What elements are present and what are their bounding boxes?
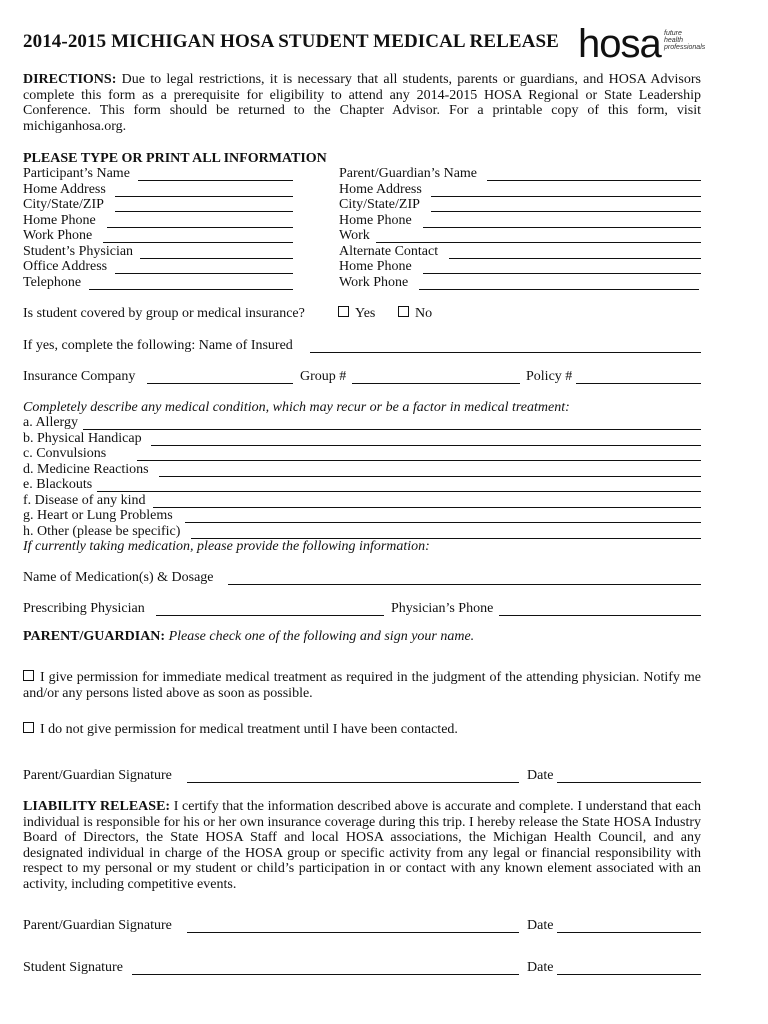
guardian-home-address-field[interactable] (431, 182, 701, 197)
field-label: Office Address (23, 259, 108, 274)
city-state-zip-field[interactable] (115, 197, 293, 212)
field-label: Home Phone (23, 212, 96, 228)
field-label: Home Address (23, 181, 106, 197)
medication-intro: If currently taking medication, please provide the following information: (23, 539, 430, 554)
alternate-contact-field[interactable] (449, 244, 701, 259)
final-parent-signature-label: Parent/Guardian Signature (23, 918, 172, 933)
condition-label: h. Other (please be specific) (23, 523, 181, 539)
form-title: 2014-2015 MICHIGAN HOSA STUDENT MEDICAL RELEASE (23, 31, 559, 52)
field-label: Work Phone (339, 274, 409, 290)
participant-name-field[interactable] (138, 166, 293, 181)
prescribing-physician-field[interactable] (156, 601, 384, 616)
insurance-yes-option[interactable]: Yes (338, 306, 375, 322)
policy-number-field[interactable] (576, 369, 701, 384)
field-label: Alternate Contact (339, 243, 439, 259)
parent-date-field[interactable] (557, 768, 701, 783)
condition-label: c. Convulsions (23, 446, 107, 461)
other-condition-field[interactable] (191, 524, 701, 539)
yes-checkbox[interactable] (338, 306, 349, 317)
field-label: Home Address (339, 181, 422, 197)
permission-option-2[interactable]: I do not give permission for medical treatment until I have been contacted. (23, 722, 458, 738)
directions-label: DIRECTIONS: (23, 72, 117, 87)
guardian-name-field[interactable] (487, 166, 701, 181)
physician-phone-label: Physician’s Phone (391, 601, 494, 616)
directions-text: Due to legal restrictions, it is necessary that all students, parents or guardians, and HOSA Advisors complete this form as a prerequisite for eligibility to attend any 2014-2015 HOSA Regional or State Leadership Conference. This form should be returned to the Chapter Advisor. For a printable copy of this form, visit michiganhosa.org. (23, 72, 701, 134)
student-physician-field[interactable] (140, 244, 293, 259)
insured-name-field[interactable] (310, 338, 701, 353)
parent-signature-label: Parent/Guardian Signature (23, 768, 172, 783)
date-label: Date (527, 918, 554, 933)
telephone-field[interactable] (89, 275, 293, 290)
liability-text: I certify that the information described above is accurate and complete. I understand that each individual is responsible for his or her own insurance coverage during this trip. I hereby release the State HOSA Industry Board of Directors, the State HOSA Staff and local HOSA associations, the Michigan Health Council, and any designated individual in charge of the HOSA group or specific activity from any legal or financial responsibility with respect to my personal or my student or child’s participation in or contact with any known element associated with an activity, including competitive events. (23, 799, 701, 892)
parent-heading: PARENT/GUARDIAN: Please check one of the following and sign your name. (23, 629, 475, 644)
student-signature-label: Student Signature (23, 960, 123, 975)
group-number-field[interactable] (352, 369, 520, 384)
physician-phone-field[interactable] (499, 601, 701, 616)
guardian-home-phone-field[interactable] (423, 213, 701, 228)
heart-lung-field[interactable] (185, 508, 701, 523)
field-label: Participant’s Name (23, 166, 130, 181)
policy-label: Policy # (526, 369, 573, 384)
medication-name-field[interactable] (228, 570, 701, 585)
directions-paragraph (23, 72, 701, 134)
home-address-field[interactable] (115, 182, 293, 197)
insurance-company-field[interactable] (147, 369, 293, 384)
insurance-company-label: Insurance Company (23, 369, 136, 384)
medicine-reactions-field[interactable] (159, 462, 701, 477)
field-label: Home Phone (339, 259, 412, 274)
field-label: Work (339, 228, 370, 243)
final-parent-date-field[interactable] (557, 918, 701, 933)
field-label: City/State/ZIP (23, 197, 104, 212)
conditions-intro: Completely describe any medical condition, which may recur or be a factor in medical treatment: (23, 400, 570, 415)
no-checkbox[interactable] (398, 306, 409, 317)
allergy-field[interactable] (83, 415, 701, 430)
field-label: Parent/Guardian’s Name (339, 166, 478, 181)
home-phone-field[interactable] (107, 213, 293, 228)
field-label: City/State/ZIP (339, 197, 420, 212)
insured-label: If yes, complete the following: Name of Insured (23, 338, 293, 353)
print-heading: PLEASE TYPE OR PRINT ALL INFORMATION (23, 151, 327, 166)
date-label: Date (527, 960, 554, 975)
disease-field[interactable] (153, 493, 701, 508)
field-label: Work Phone (23, 228, 93, 243)
condition-label: b. Physical Handicap (23, 430, 142, 446)
condition-label: e. Blackouts (23, 477, 93, 492)
condition-label: g. Heart or Lung Problems (23, 508, 173, 523)
logo-wordmark: hosa (578, 22, 661, 66)
alt-home-phone-field[interactable] (423, 259, 701, 274)
logo-tagline: future health professionals (664, 30, 706, 51)
office-address-field[interactable] (115, 259, 293, 274)
work-phone-field[interactable] (103, 228, 293, 243)
final-parent-signature-field[interactable] (187, 918, 519, 933)
permission-option-1[interactable]: I give permission for immediate medical treatment as required in the judgment of the attending physician. Notify me and/or any persons listed above as soon as possible. (23, 670, 701, 701)
blackouts-field[interactable] (97, 477, 701, 492)
field-label: Home Phone (339, 212, 412, 228)
medication-name-label: Name of Medication(s) & Dosage (23, 570, 214, 585)
field-label: Student’s Physician (23, 243, 134, 259)
insurance-question: Is student covered by group or medical insurance? (23, 306, 305, 321)
convulsions-field[interactable] (137, 446, 701, 461)
condition-label: f. Disease of any kind (23, 492, 146, 508)
parent-signature-field[interactable] (187, 768, 519, 783)
guardian-city-state-zip-field[interactable] (431, 197, 701, 212)
field-label: Telephone (23, 274, 82, 290)
student-date-field[interactable] (557, 960, 701, 975)
no-permission-checkbox[interactable] (23, 722, 34, 733)
insurance-no-option[interactable]: No (398, 306, 432, 322)
liability-label: LIABILITY RELEASE: (23, 799, 171, 814)
liability-paragraph (23, 799, 701, 892)
group-label: Group # (300, 369, 347, 384)
date-label: Date (527, 768, 554, 783)
guardian-work-field[interactable] (376, 228, 701, 243)
condition-label: a. Allergy (23, 415, 78, 430)
permission-checkbox[interactable] (23, 670, 34, 681)
prescribing-physician-label: Prescribing Physician (23, 601, 145, 616)
hosa-logo (578, 24, 708, 74)
condition-label: d. Medicine Reactions (23, 461, 149, 477)
alt-work-phone-field[interactable] (419, 275, 699, 290)
physical-handicap-field[interactable] (151, 431, 701, 446)
student-signature-field[interactable] (132, 960, 519, 975)
